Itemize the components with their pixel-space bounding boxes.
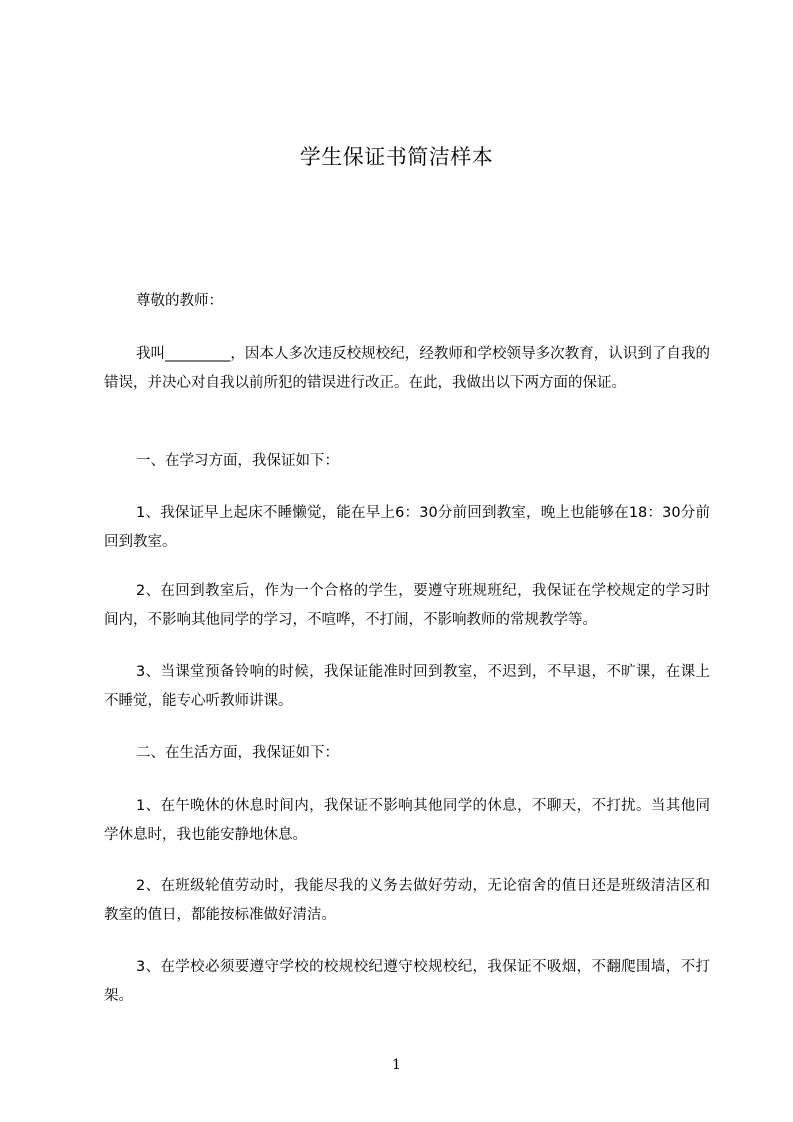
life-item-3: 3、在学校必须要遵守学校的校规校纪遵守校规校纪，我保证不吸烟，不翻爬围墙，不打架。: [104, 959, 710, 1004]
salutation: 尊敬的教师：: [136, 293, 223, 309]
study-item-1: 1、我保证早上起床不睡懒觉，能在早上6：30分前回到教室，晚上也能够在18：30分前回到教室。: [104, 505, 710, 550]
study-item-3: 3、当课堂预备铃响的时候，我保证能准时回到教室，不迟到，不早退，不旷课，在课上不睡觉，能专心听教师讲课。: [104, 664, 710, 709]
document-title: 学生保证书简洁样本: [299, 145, 494, 169]
section-heading-life: 二、在生活方面，我保证如下：: [136, 745, 339, 761]
study-item-2: 2、在回到教室后，作为一个合格的学生，要遵守班规班纪，我保证在学校规定的学习时间内，不影响其他同学的学习，不喧哗，不打闹，不影响教师的常规教学等。: [104, 583, 710, 628]
life-item-2: 2、在班级轮值劳动时，我能尽我的义务去做好劳动，无论宿舍的值日还是班级清洁区和教室的值日，都能按标准做好清洁。: [104, 878, 710, 923]
intro-paragraph: 我叫_________，因本人多次违反校规校纪，经教师和学校领导多次教育，认识到了自我的错误，并决心对自我以前所犯的错误进行改正。在此，我做出以下两方面的保证。: [104, 346, 710, 391]
page-number: 1: [392, 1057, 401, 1073]
life-item-1: 1、在午晚休的休息时间内，我保证不影响其他同学的休息，不聊天，不打扰。当其他同学休息时，我也能安静地休息。: [104, 798, 710, 843]
section-heading-study: 一、在学习方面，我保证如下：: [136, 453, 339, 469]
